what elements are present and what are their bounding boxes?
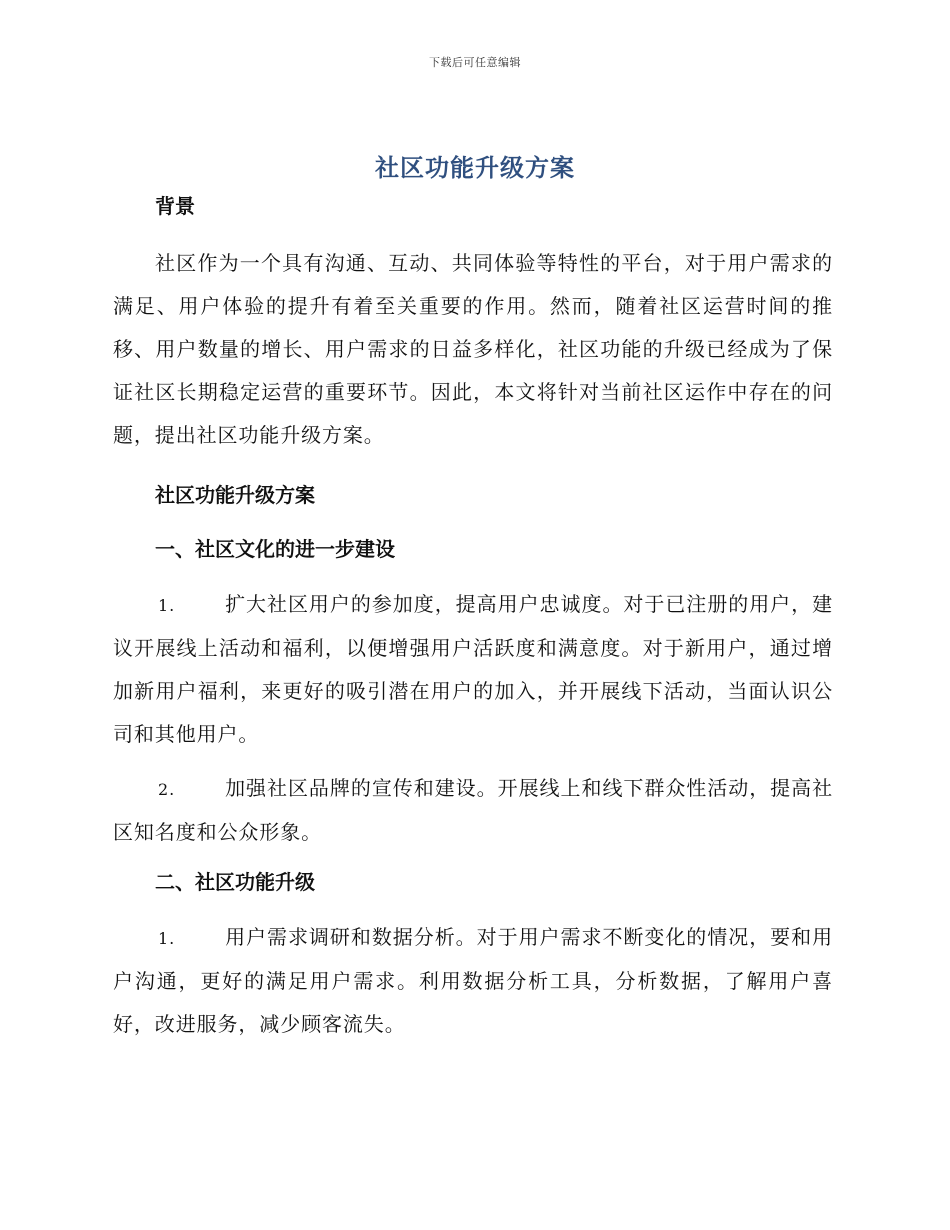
list-item-text: 用户需求调研和数据分析。对于用户需求不断变化的情况，要和用户沟通，更好的满足用户需求。利用数据分析工具，分析数据，了解用户喜好，改进服务，减少顾客流失。: [113, 925, 833, 1036]
header-note: 下载后可任意编辑: [429, 56, 521, 69]
part-two-heading: 二、社区功能升级: [155, 870, 315, 894]
background-heading: 背景: [155, 194, 195, 218]
list-item-number: 2.: [158, 780, 176, 799]
plan-heading: 社区功能升级方案: [155, 483, 315, 507]
list-item: [113, 767, 833, 854]
part-one-heading: 一、社区文化的进一步建设: [155, 537, 395, 561]
list-item: [113, 916, 833, 1046]
list-item: [113, 583, 833, 756]
list-item-number: 1.: [158, 596, 176, 615]
list-item-text: 加强社区品牌的宣传和建设。开展线上和线下群众性活动，提高社区知名度和公众形象。: [113, 776, 833, 844]
list-item-number: 1.: [158, 929, 176, 948]
document-title: 社区功能升级方案: [375, 154, 575, 182]
background-paragraph: 社区作为一个具有沟通、互动、共同体验等特性的平台，对于用户需求的满足、用户体验的提升有着至关重要的作用。然而，随着社区运营时间的推移、用户数量的增长、用户需求的日益多样化，社区功能的升级已经成为了保证社区长期稳定运营的重要环节。因此，本文将针对当前社区运作中存在的问题，提出社区功能升级方案。: [113, 251, 833, 447]
document-body: [113, 190, 833, 1046]
list-item-text: 扩大社区用户的参加度，提高用户忠诚度。对于已注册的用户，建议开展线上活动和福利，以便增强用户活跃度和满意度。对于新用户，通过增加新用户福利，来更好的吸引潜在用户的加入，并开展线下活动，当面认识公司和其他用户。: [113, 592, 833, 746]
